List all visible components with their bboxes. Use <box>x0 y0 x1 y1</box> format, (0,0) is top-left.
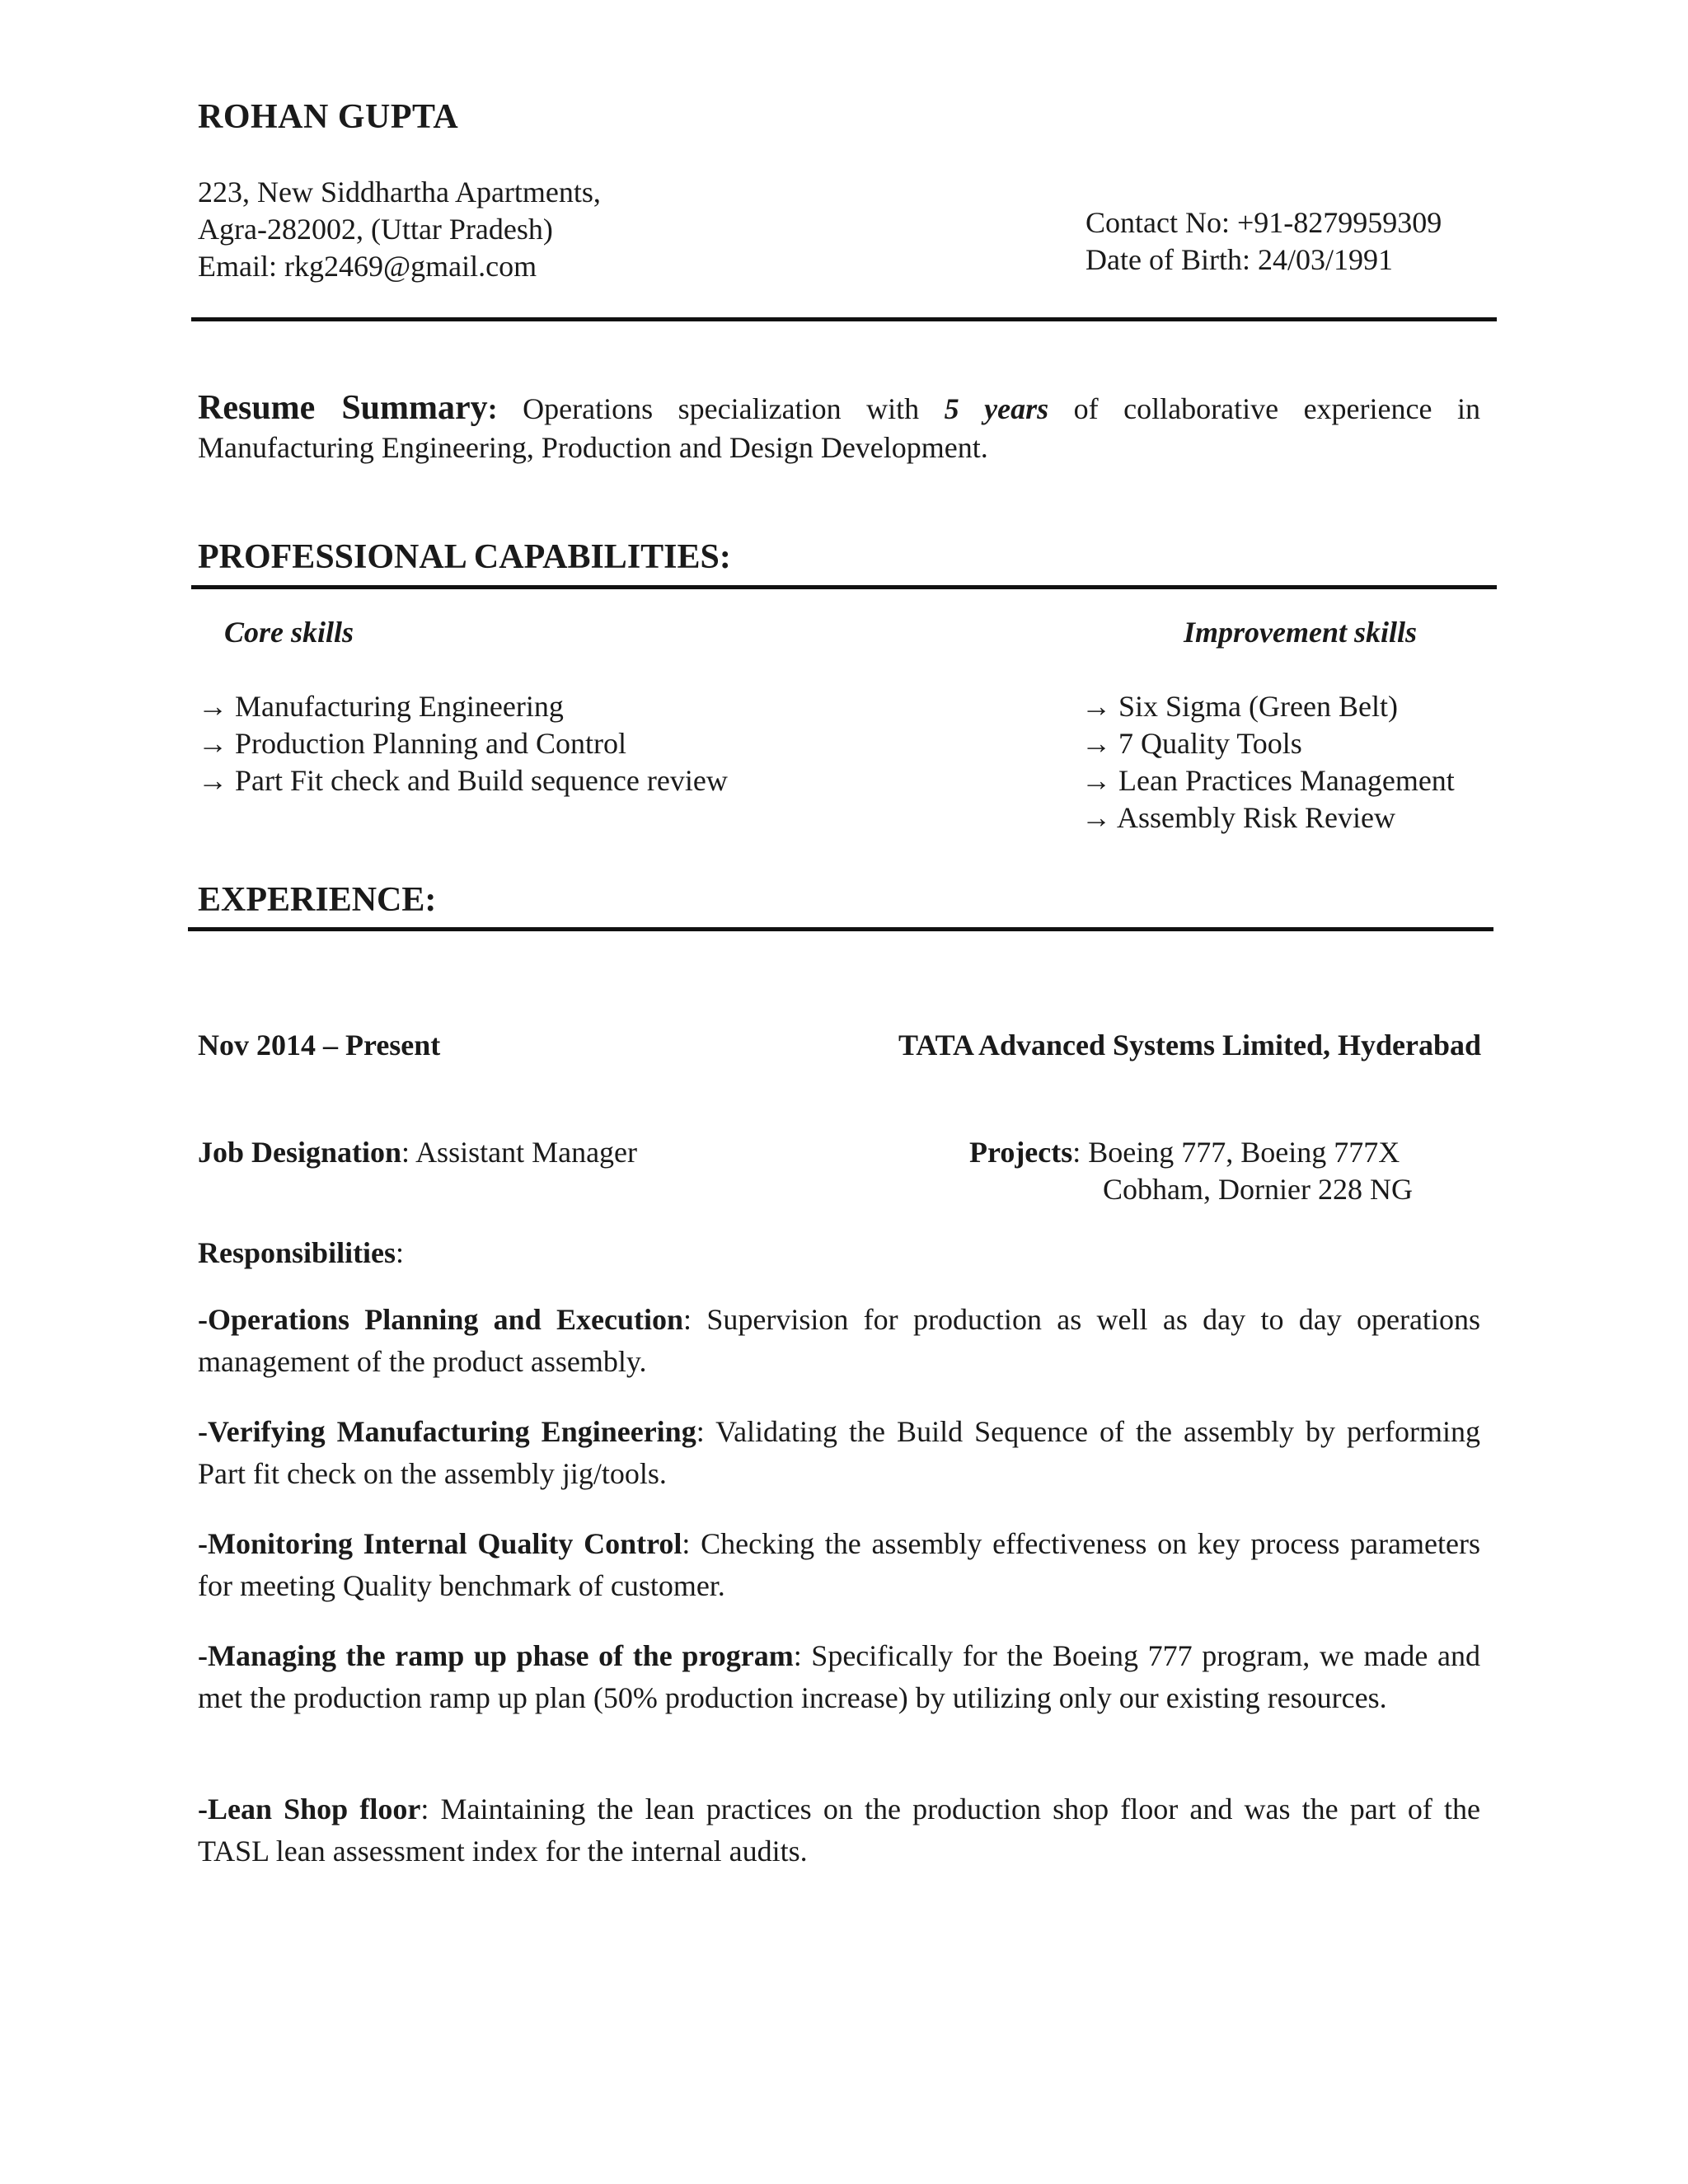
improvement-skills-title: Improvement skills <box>1184 616 1418 649</box>
resume-summary: Resume Summary: Operations specialization with 5 years of collaborative experience in Manufacturing Engineering, Production and Design Development. <box>198 389 1480 464</box>
projects-line-2: Cobham, Dornier 228 NG <box>1103 1173 1413 1206</box>
designation-value: : Assistant Manager <box>401 1136 638 1169</box>
summary-text-after: of collaborative experience in Manufacturing Engineering, Production and Design Development. <box>198 392 1480 464</box>
responsibility-item: -Verifying Manufacturing Engineering: Validating the Build Sequence of the assembly by performing Part fit check on the assembly jig/tools. <box>198 1415 1480 1490</box>
designation-label: Job Designation <box>198 1136 402 1169</box>
list-item: → 7 Quality Tools <box>1081 727 1302 760</box>
experience-heading: EXPERIENCE: <box>198 881 437 919</box>
candidate-name: ROHAN GUPTA <box>198 98 459 136</box>
list-item: → Production Planning and Control <box>198 727 626 760</box>
summary-highlight: 5 years <box>944 392 1049 425</box>
list-item: → Manufacturing Engineering <box>198 690 564 723</box>
address-line-1: 223, New Siddhartha Apartments, <box>198 176 601 209</box>
capabilities-heading: PROFESSIONAL CAPABILITIES: <box>198 538 731 576</box>
date-of-birth: Date of Birth: 24/03/1991 <box>1085 243 1393 276</box>
core-skills-title: Core skills <box>224 616 354 649</box>
address-line-2: Agra-282002, (Uttar Pradesh) <box>198 213 553 246</box>
list-item: → Lean Practices Management <box>1081 764 1455 797</box>
responsibility-item: -Managing the ramp up phase of the program: Specifically for the Boeing 777 program, we made and met the production ramp up plan (50% production increase) by utilizing only our existing resources. <box>198 1639 1480 1714</box>
improvement-skills-list <box>1081 688 1455 837</box>
experience-divider <box>188 927 1493 931</box>
summary-label: Resume Summary <box>198 389 488 427</box>
job-designation <box>198 1134 637 1171</box>
responsibilities-heading: Responsibilities: <box>198 1236 405 1269</box>
email-line: Email: rkg2469@gmail.com <box>198 250 537 283</box>
list-item: → Part Fit check and Build sequence review <box>198 764 728 797</box>
company-name: TATA Advanced Systems Limited, Hyderabad <box>898 1029 1481 1062</box>
summary-text-before: Operations specialization with <box>497 392 945 425</box>
address-block <box>198 174 601 285</box>
projects-line-1: : Boeing 777, Boeing 777X <box>1072 1136 1400 1169</box>
list-item: → Assembly Risk Review <box>1081 801 1396 834</box>
capabilities-divider <box>191 585 1497 589</box>
responsibility-item: -Lean Shop floor: Maintaining the lean practices on the production shop floor and was the part of the TASL lean assessment index for the internal audits. <box>198 1793 1480 1868</box>
list-item: → Six Sigma (Green Belt) <box>1081 690 1398 723</box>
core-skills-list <box>198 688 728 799</box>
responsibility-item: -Operations Planning and Execution: Supervision for production as well as day to day operations management of the product assembly. <box>198 1303 1481 1378</box>
responsibilities-label: Responsibilities <box>198 1236 396 1269</box>
header-divider <box>191 317 1497 321</box>
projects <box>969 1134 1413 1208</box>
job-period: Nov 2014 – Present <box>198 1029 441 1062</box>
projects-label: Projects <box>969 1136 1073 1169</box>
contact-block <box>1085 204 1442 279</box>
contact-number: Contact No: +91-8279959309 <box>1085 206 1442 239</box>
responsibility-item: -Monitoring Internal Quality Control: Checking the assembly effectiveness on key process parameters for meeting Quality benchmark of customer. <box>198 1527 1480 1602</box>
